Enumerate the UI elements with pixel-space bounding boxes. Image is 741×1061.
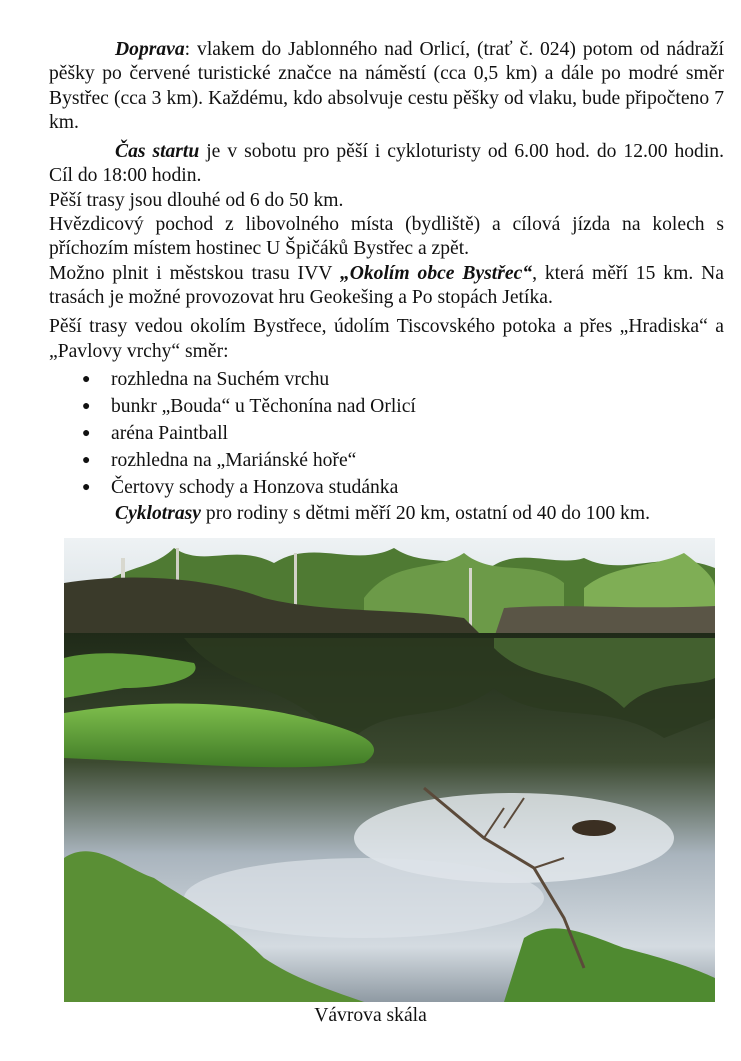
body-text bbox=[49, 38, 724, 527]
paragraph-trasy-vedou: Pěší trasy vedou okolím Bystřece, údolím Tiscovského potoka a přes „Hradiska“ a „Pavlovy vrchy“ směr: bbox=[49, 316, 724, 362]
paragraph-hvezdicovy: Hvězdicový pochod z libovolného místa (bydliště) a cílová jízda na kolech s příchozím místem hostinec U Špičáků Bystřec a zpět. bbox=[49, 214, 724, 260]
paragraph-doprava bbox=[49, 38, 724, 135]
paragraph-pesi-trasy: Pěší trasy jsou dlouhé od 6 do 50 km. bbox=[49, 189, 344, 211]
text-cas-startu: je v sobotu pro pěší i cykloturisty od 6.00 hod. do 12.00 hodin. Cíl do 18:00 hodin. bbox=[49, 141, 724, 187]
label-cyklotrasy: Cyklotrasy bbox=[115, 502, 201, 524]
list-item bbox=[49, 366, 724, 393]
bullet-icon: ● bbox=[82, 425, 91, 441]
text-ivv-before: Možno plnit i městskou trasu IVV bbox=[49, 262, 340, 284]
list-item bbox=[49, 474, 724, 501]
list-item bbox=[49, 420, 724, 447]
paragraph-ivv bbox=[49, 262, 724, 311]
list-item-text: Čertovy schody a Honzova studánka bbox=[111, 476, 399, 498]
label-doprava: Doprava bbox=[115, 39, 185, 60]
bullet-icon: ● bbox=[82, 371, 91, 387]
text-cyklotrasy: pro rodiny s dětmi měří 20 km, ostatní od 40 do 100 km. bbox=[201, 502, 650, 524]
text-ivv-after: , která měří 15 km. Na trasách je možné provozovat hru Geokešing a Po stopách Jetíka. bbox=[49, 262, 724, 308]
paragraph-cas-startu bbox=[49, 140, 724, 189]
list-item-text: rozhledna na „Mariánské hoře“ bbox=[111, 449, 357, 471]
bullet-icon: ● bbox=[82, 452, 91, 468]
label-cas-startu: Čas startu bbox=[115, 141, 200, 163]
text-doprava: : vlakem do Jablonného nad Orlicí, (trať č. 024) potom od nádraží pěšky po červené turistické značce na náměstí (cca 0,5 km) a dále po modré směr Bystřec (cca 3 km). Každému, kdo absolvuje cestu pěšky od vlaku, bude připočteno 7 km. bbox=[49, 39, 724, 133]
list-item-text: bunkr „Bouda“ u Těchonína nad Orlicí bbox=[111, 395, 416, 417]
bullet-icon: ● bbox=[82, 398, 91, 414]
label-ivv-trasa: „Okolím obce Bystřec“ bbox=[339, 262, 533, 284]
list-item-text: rozhledna na Suchém vrchu bbox=[111, 368, 330, 390]
list-item-text: aréna Paintball bbox=[111, 422, 228, 444]
list-item bbox=[49, 447, 724, 474]
bullet-icon: ● bbox=[82, 479, 91, 495]
pond-photo-illustration bbox=[64, 538, 715, 1002]
paragraph-cyklotrasy bbox=[49, 501, 724, 527]
photo-vavrova-skala bbox=[64, 538, 715, 1002]
list-item bbox=[49, 393, 724, 420]
places-list bbox=[49, 366, 724, 501]
photo-caption: Vávrova skála bbox=[314, 1005, 427, 1026]
